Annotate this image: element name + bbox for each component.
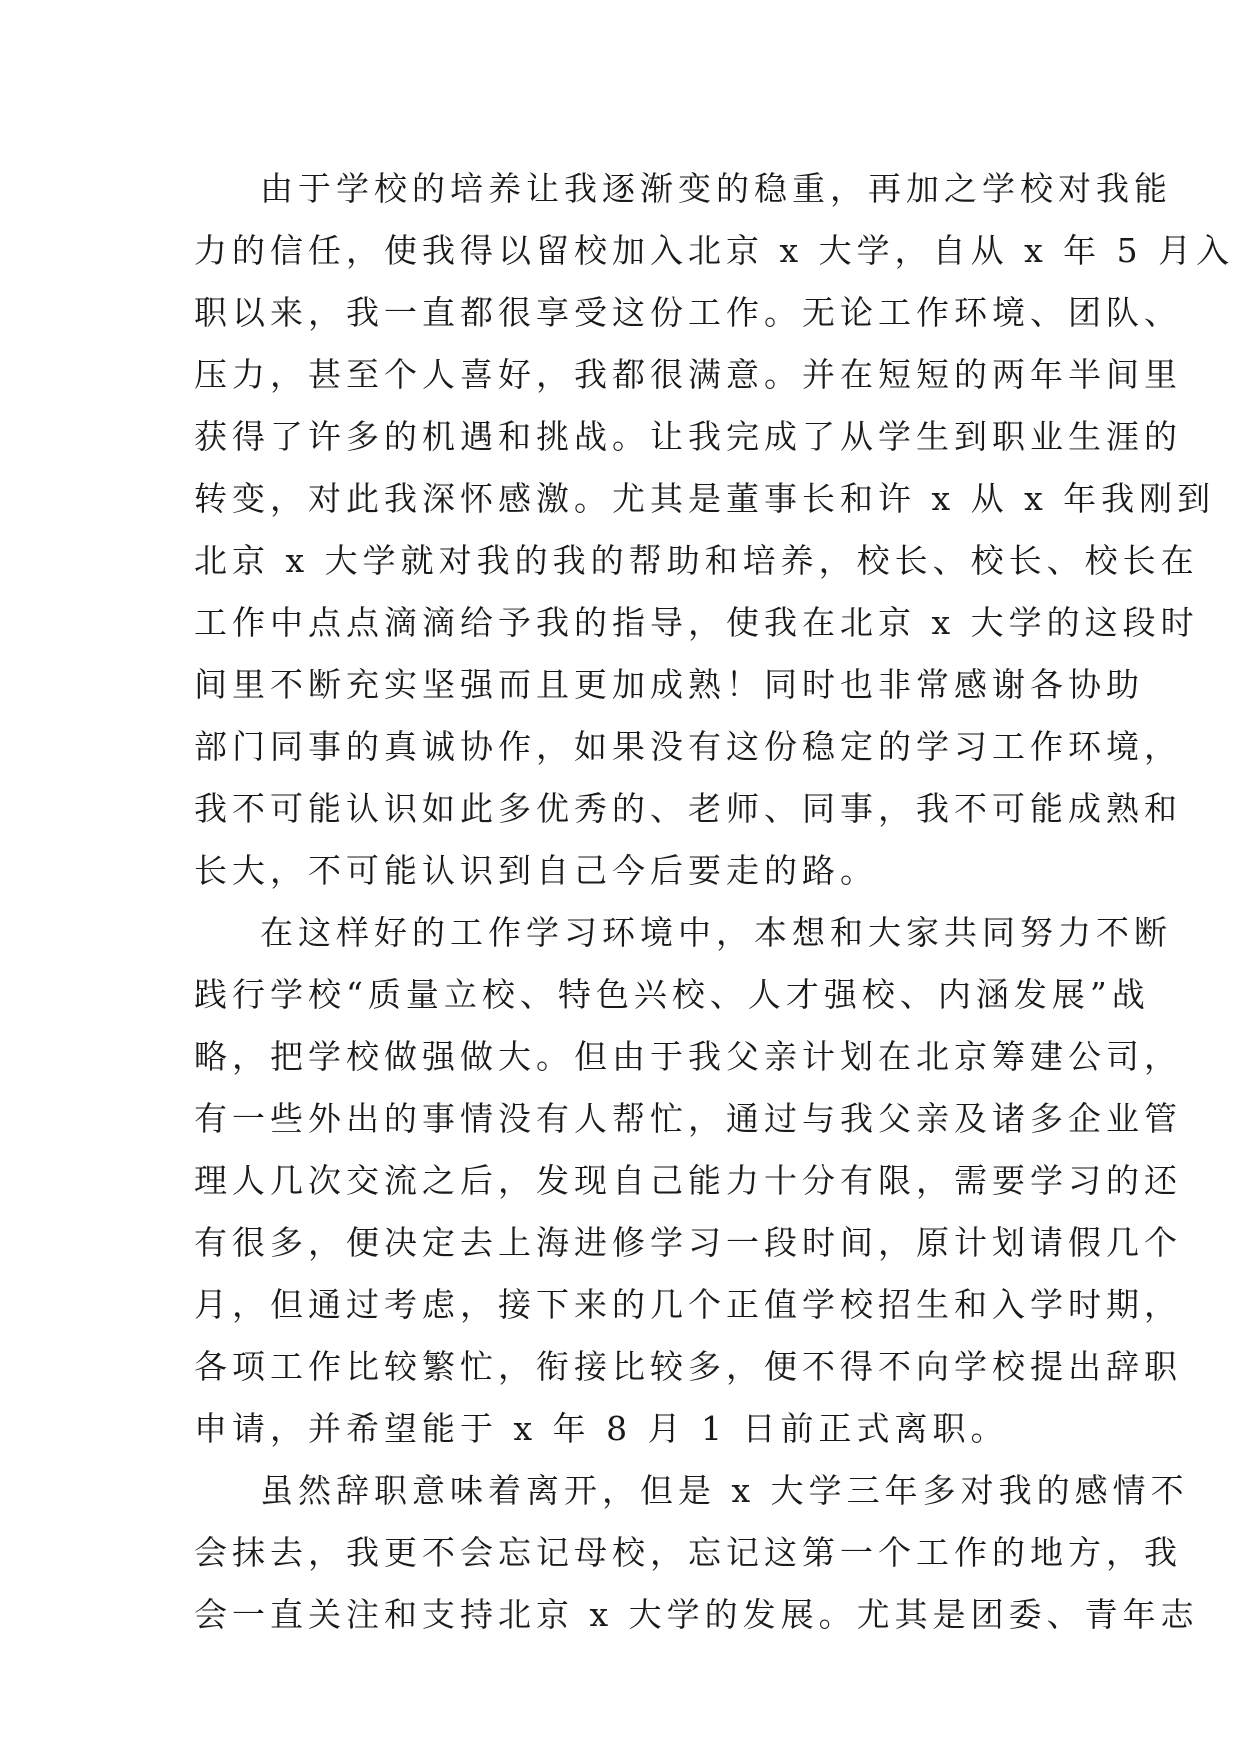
- text-line: 部门同事的真诚协作，如果没有这份稳定的学习工作环境，: [194, 727, 1182, 766]
- text-line: 有一些外出的事情没有人帮忙，通过与我父亲及诸多企业管: [194, 1099, 1182, 1138]
- text-line: 践行学校“质量立校、特色兴校、人才强校、内涵发展”战: [194, 975, 1150, 1014]
- letter-body: [194, 158, 1235, 1646]
- text-line: 获得了许多的机遇和挑战。让我完成了从学生到职业生涯的: [194, 417, 1182, 456]
- text-line: 虽然辞职意味着离开，但是 x 大学三年多对我的感情不: [260, 1471, 1189, 1510]
- text-line: 月，但通过考虑，接下来的几个正值学校招生和入学时期，: [194, 1285, 1182, 1324]
- paragraph-1: [194, 158, 1235, 902]
- paragraph-3: [194, 1460, 1199, 1646]
- text-line: 压力，甚至个人喜好，我都很满意。并在短短的两年半间里: [194, 355, 1182, 394]
- text-line: 由于学校的培养让我逐渐变的稳重，再加之学校对我能: [260, 169, 1172, 208]
- text-line: 各项工作比较繁忙，衔接比较多，便不得不向学校提出辞职: [194, 1347, 1182, 1386]
- text-line: 会一直关注和支持北京 x 大学的发展。尤其是团委、青年志: [194, 1595, 1199, 1634]
- text-line: 我不可能认识如此多优秀的、老师、同事，我不可能成熟和: [194, 789, 1182, 828]
- text-line: 力的信任，使我得以留校加入北京 x 大学，自从 x 年 5 月入: [194, 231, 1235, 270]
- text-line: 在这样好的工作学习环境中，本想和大家共同努力不断: [260, 913, 1172, 952]
- text-line: 长大，不可能认识到自己今后要走的路。: [194, 851, 878, 890]
- text-line: 工作中点点滴滴给予我的指导，使我在北京 x 大学的这段时: [194, 603, 1199, 642]
- text-line: 有很多，便决定去上海进修学习一段时间，原计划请假几个: [194, 1223, 1182, 1262]
- text-line: 间里不断充实坚强而且更加成熟！同时也非常感谢各协助: [194, 665, 1144, 704]
- text-line: 北京 x 大学就对我的我的帮助和培养，校长、校长、校长在: [194, 541, 1199, 580]
- text-line: 转变，对此我深怀感激。尤其是董事长和许 x 从 x 年我刚到: [194, 479, 1216, 518]
- text-line: 略，把学校做强做大。但由于我父亲计划在北京筹建公司，: [194, 1037, 1182, 1076]
- text-line: 职以来，我一直都很享受这份工作。无论工作环境、团队、: [194, 293, 1182, 332]
- text-line: 理人几次交流之后，发现自己能力十分有限，需要学习的还: [194, 1161, 1182, 1200]
- text-line: 会抹去，我更不会忘记母校，忘记这第一个工作的地方，我: [194, 1533, 1182, 1572]
- paragraph-2: [194, 902, 1182, 1460]
- text-line: 申请，并希望能于 x 年 8 月 1 日前正式离职。: [194, 1409, 1009, 1448]
